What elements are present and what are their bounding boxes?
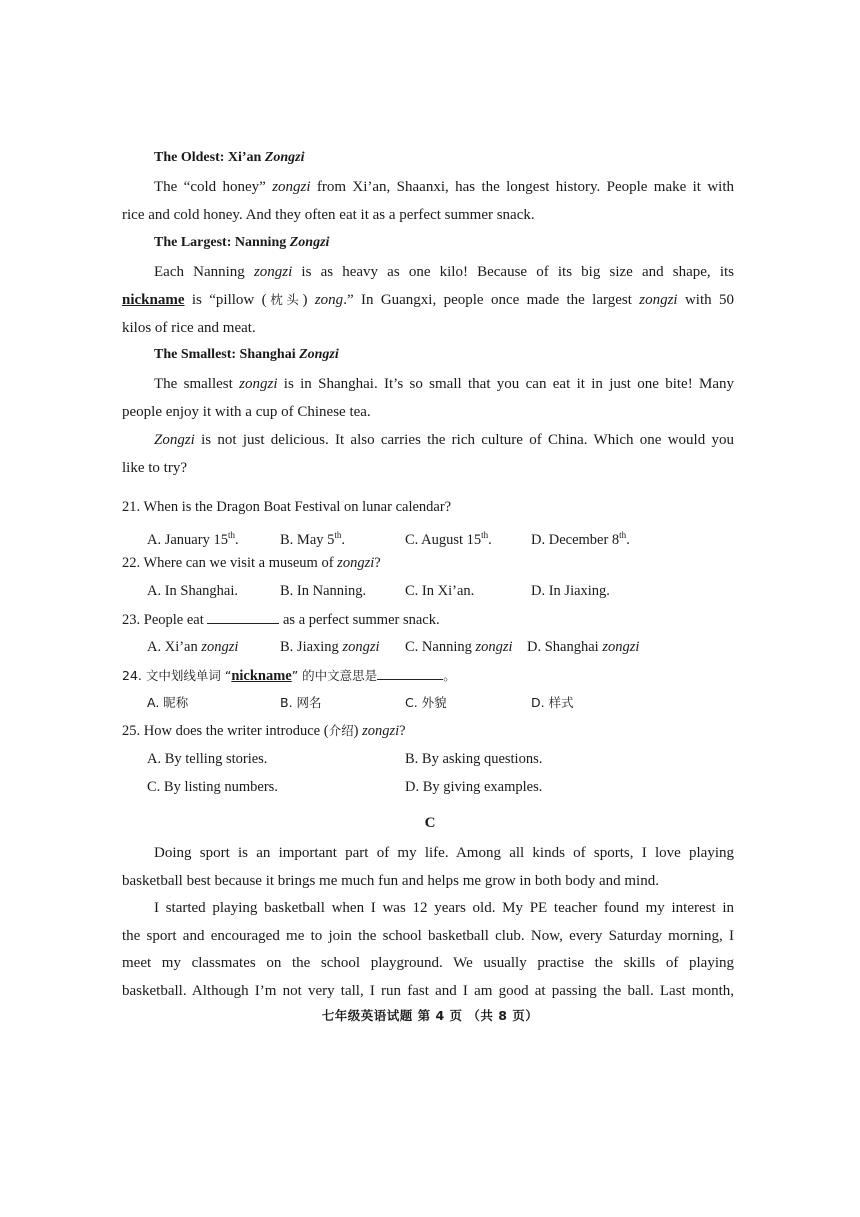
section-c-p2-line-2: the sport and encouraged me to join the school basketball club. Now, every Saturday morning, I bbox=[122, 928, 734, 944]
question-23: 23. People eat as a perfect summer snack. bbox=[122, 609, 440, 630]
q25-option-b: B. By asking questions. bbox=[405, 751, 543, 767]
q24-option-d: D. 样式 bbox=[531, 695, 574, 710]
section-c-p2-line-1: I started playing basketball when I was 12 years old. My PE teacher found my interest in bbox=[154, 900, 734, 916]
oldest-line-2: rice and cold honey. And they often eat it as a perfect summer snack. bbox=[122, 207, 535, 223]
smallest-line-2: people enjoy it with a cup of Chinese tea. bbox=[122, 404, 371, 420]
q22-option-a: A. In Shanghai. bbox=[147, 583, 239, 599]
largest-line-3: kilos of rice and meat. bbox=[122, 320, 256, 336]
q21-option-d: D. December 8th. bbox=[531, 530, 630, 548]
q22-option-c: C. In Xi’an. bbox=[405, 583, 475, 599]
section-c-p1-line-1: Doing sport is an important part of my life. Among all kinds of sports, I love playing bbox=[154, 845, 734, 861]
q24-option-b: B. 网名 bbox=[280, 695, 322, 710]
q21-option-b: B. May 5th. bbox=[280, 530, 346, 548]
heading-oldest: The Oldest: Xi’an Zongzi bbox=[154, 150, 305, 165]
q22-option-b: B. In Nanning. bbox=[280, 583, 367, 599]
question-24: 24. 文中划线单词 “nickname” 的中文意思是 。 bbox=[122, 665, 456, 686]
oldest-line-1: The “cold honey” zongzi from Xi’an, Shaanxi, has the longest history. People make it with bbox=[154, 179, 734, 195]
section-c-p2-line-3: meet my classmates on the school playground. We usually practise the skills of playing bbox=[122, 955, 734, 971]
q24-option-c: C. 外貌 bbox=[405, 695, 447, 710]
closing-line-1: Zongzi is not just delicious. It also carries the rich culture of China. Which one would you bbox=[154, 432, 734, 448]
heading-smallest: The Smallest: Shanghai Zongzi bbox=[154, 347, 339, 362]
q25-option-d: D. By giving examples. bbox=[405, 779, 543, 795]
largest-line-2: nickname is “pillow (枕头) zong.” In Guangxi, people once made the largest zongzi with 50 bbox=[122, 292, 734, 308]
section-c-p2-line-4: basketball. Although I’m not very tall, I run fast and I am good at passing the ball. Last month, bbox=[122, 983, 734, 999]
largest-line-1: Each Nanning zongzi is as heavy as one kilo! Because of its big size and shape, its bbox=[154, 264, 734, 280]
q25-option-c: C. By listing numbers. bbox=[147, 779, 278, 795]
page-footer: 七年级英语试题 第 4 页 （共 8 页） bbox=[321, 1008, 539, 1023]
q23-option-d: D. Shanghai zongzi bbox=[527, 639, 640, 655]
q23-option-b: B. Jiaxing zongzi bbox=[280, 639, 380, 655]
question-25: 25. How does the writer introduce (介绍) zongzi? bbox=[122, 723, 406, 739]
answer-blank bbox=[207, 609, 279, 624]
q21-option-a: A. January 15th. bbox=[147, 530, 239, 548]
heading-largest: The Largest: Nanning Zongzi bbox=[154, 235, 330, 250]
q23-option-a: A. Xi’an zongzi bbox=[147, 639, 239, 655]
answer-blank bbox=[377, 665, 443, 680]
q22-option-d: D. In Jiaxing. bbox=[531, 583, 610, 599]
section-c-label: C bbox=[424, 815, 436, 831]
nickname-underlined: nickname bbox=[122, 292, 185, 308]
q24-option-a: A. 昵称 bbox=[147, 695, 189, 710]
section-c-p1-line-2: basketball best because it brings me much fun and helps me grow in both body and mind. bbox=[122, 873, 659, 889]
closing-line-2: like to try? bbox=[122, 460, 187, 476]
q25-option-a: A. By telling stories. bbox=[147, 751, 268, 767]
q23-option-c: C. Nanning zongzi bbox=[405, 639, 513, 655]
q21-option-c: C. August 15th. bbox=[405, 530, 492, 548]
question-21: 21. When is the Dragon Boat Festival on lunar calendar? bbox=[122, 499, 452, 515]
smallest-line-1: The smallest zongzi is in Shanghai. It’s so small that you can eat it in just one bite! Many bbox=[154, 376, 735, 392]
question-22: 22. Where can we visit a museum of zongzi? bbox=[122, 555, 381, 571]
